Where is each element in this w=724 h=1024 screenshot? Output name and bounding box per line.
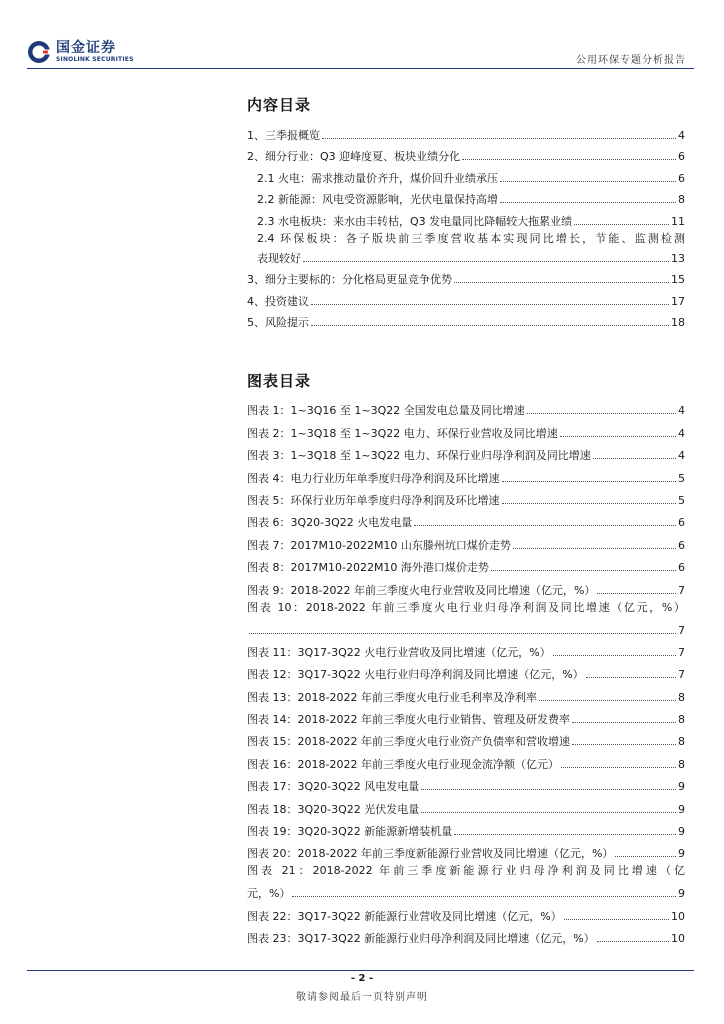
- header-divider: [27, 68, 694, 69]
- page-number: - 2 -: [350, 973, 374, 984]
- toc-item[interactable]: 2、细分行业：Q3 迎峰度夏、板块业绩分化 6: [247, 150, 685, 163]
- toc-item[interactable]: 2.2 新能源：风电受资源影响，光伏电量保持高增 8: [257, 193, 685, 206]
- contents-title: 内容目录: [247, 96, 312, 114]
- figure-item[interactable]: 图表 9：2018-2022 年前三季度火电行业营收及同比增速（亿元，%） 7: [247, 583, 685, 597]
- disclaimer-note: 敬请参阅最后一页特别声明: [296, 992, 428, 1003]
- figure-item[interactable]: 图表 17：3Q20-3Q22 风电发电量 9: [247, 780, 685, 794]
- figure-item[interactable]: 图表 13：2018-2022 年前三季度火电行业毛利率及净利率 8: [247, 690, 685, 704]
- footer-divider: [27, 970, 694, 971]
- figure-item[interactable]: 图表 22：3Q17-3Q22 新能源行业营收及同比增速（亿元，%） 10: [247, 909, 685, 923]
- figure-item[interactable]: 图表 5：环保行业历年单季度归母净利润及环比增速 5: [247, 493, 685, 507]
- figure-item[interactable]: 图表 20：2018-2022 年前三季度新能源行业营收及同比增速（亿元，%） 9: [247, 847, 685, 861]
- figure-item[interactable]: 图表 14：2018-2022 年前三季度火电行业销售、管理及研发费率 8: [247, 713, 685, 727]
- toc-item[interactable]: 1、三季报概览 4: [247, 128, 685, 142]
- figure-item[interactable]: 图表 10：2018-2022 年前三季度火电行业归母净利润及同比增速（亿元，%） 7: [247, 600, 685, 637]
- toc-item[interactable]: 4、投资建议 17: [247, 294, 685, 308]
- figure-item[interactable]: 图表 16：2018-2022 年前三季度火电行业现金流净额（亿元） 8: [247, 757, 685, 771]
- logo-english-name: SINOLINK SECURITIES: [56, 55, 134, 63]
- toc-item[interactable]: 2.1 火电：需求推动量价齐升，煤价回升业绩承压 6: [257, 171, 685, 185]
- sinolink-logo-icon: [27, 40, 51, 64]
- report-type: 公用环保专题分析报告: [576, 55, 686, 66]
- figure-item[interactable]: 图表 15：2018-2022 年前三季度火电行业资产负债率和营收增速 8: [247, 735, 685, 749]
- figure-item[interactable]: 图表 21：2018-2022 年前三季度新能源行业归母净利润及同比增速（亿 元，%） 9: [247, 864, 685, 901]
- figures-title: 图表目录: [247, 372, 312, 390]
- contents-list: [247, 120, 685, 329]
- figure-item[interactable]: 图表 18：3Q20-3Q22 光伏发电量 9: [247, 802, 685, 816]
- figure-item[interactable]: 图表 2：1~3Q18 至 1~3Q22 电力、环保行业营收及同比增速 4: [247, 426, 685, 440]
- brand-logo: [27, 40, 134, 64]
- figure-item[interactable]: 图表 3：1~3Q18 至 1~3Q22 电力、环保行业归母净利润及同比增速 4: [247, 449, 685, 463]
- toc-item[interactable]: 5、风险提示 18: [247, 316, 685, 329]
- toc-item[interactable]: 2.3 水电板块：来水由丰转枯，Q3 发电量同比降幅较大拖累业绩 11: [257, 214, 685, 228]
- logo-chinese-name: 国金证券: [56, 39, 116, 56]
- figure-item[interactable]: 图表 1：1~3Q16 至 1~3Q22 全国发电总量及同比增速 4: [247, 404, 685, 418]
- figures-list: [247, 395, 685, 945]
- toc-item[interactable]: 2.4 环保板块：各子版块前三季度营收基本实现同比增长，节能、监测检测 表现较好 13: [257, 231, 685, 265]
- figure-item[interactable]: 图表 4：电力行业历年单季度归母净利润及环比增速 5: [247, 471, 685, 485]
- figure-item[interactable]: 图表 23：3Q17-3Q22 新能源行业归母净利润及同比增速（亿元，%） 10: [247, 932, 685, 946]
- figure-item[interactable]: 图表 12：3Q17-3Q22 火电行业归母净利润及同比增速（亿元，%） 7: [247, 668, 685, 682]
- figure-item[interactable]: 图表 11：3Q17-3Q22 火电行业营收及同比增速（亿元，%） 7: [247, 645, 685, 659]
- figure-item[interactable]: 图表 19：3Q20-3Q22 新能源新增装机量 9: [247, 825, 685, 839]
- figure-item[interactable]: 图表 6：3Q20-3Q22 火电发电量 6: [247, 516, 685, 530]
- figure-item[interactable]: 图表 8：2017M10-2022M10 海外港口煤价走势 6: [247, 561, 685, 575]
- figure-item[interactable]: 图表 7：2017M10-2022M10 山东滕州坑口煤价走势 6: [247, 538, 685, 552]
- toc-item[interactable]: 3、细分主要标的：分化格局更显竞争优势 15: [247, 273, 685, 286]
